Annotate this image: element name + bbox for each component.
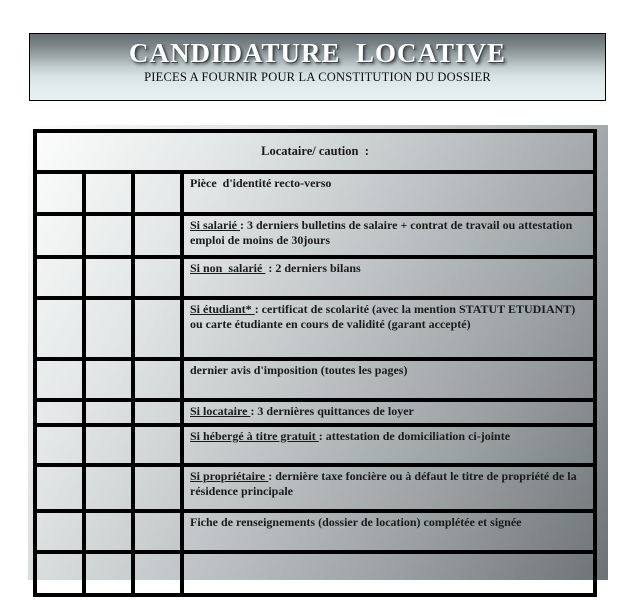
- table-row-etudiant: [35, 298, 595, 359]
- table-header-cell: Locataire/ caution :: [35, 131, 595, 172]
- checklist-table: [33, 129, 597, 597]
- requirement-condition: Si non salarié: [190, 261, 266, 275]
- table-row-proprietaire: [35, 465, 595, 511]
- requirement-text: Pièce d'identité recto-verso: [190, 176, 332, 190]
- checkbox-cell: [84, 465, 133, 511]
- table-row-locataire: [35, 400, 595, 425]
- requirement-text: dernier avis d'imposition (toutes les pages): [190, 363, 408, 377]
- requirement-text: : dernière taxe foncière ou à défaut le titre de propriété de la résidence principale: [190, 469, 580, 498]
- checkbox-cell: [84, 359, 133, 400]
- requirement-cell: [182, 257, 595, 298]
- requirement-cell: [182, 552, 595, 595]
- document-title: CANDIDATURE LOCATIVE: [128, 38, 507, 68]
- checkbox-cell: [133, 298, 182, 359]
- requirement-cell: [182, 214, 595, 257]
- checkbox-cell: [35, 511, 84, 552]
- checkbox-cell: [35, 359, 84, 400]
- table-row-non-salarie: [35, 257, 595, 298]
- requirement-cell: [182, 511, 595, 552]
- checkbox-cell: [35, 257, 84, 298]
- checkbox-cell: [133, 425, 182, 465]
- checklist-panel: [28, 125, 608, 580]
- checkbox-cell: [133, 552, 182, 595]
- table-header-row: [35, 131, 595, 172]
- checkbox-cell: [35, 425, 84, 465]
- requirement-text: : 2 derniers bilans: [265, 261, 361, 275]
- requirement-condition: Si hébergé à titre gratuit: [190, 429, 319, 443]
- table-row-fiche: [35, 511, 595, 552]
- document-subtitle: PIECES A FOURNIR POUR LA CONSTITUTION DU DOSSIER: [144, 70, 491, 84]
- requirement-text: : certificat de scolarité (avec la mention STATUT ETUDIANT) ou carte étudiante en cours de validité (garant accepté): [190, 302, 579, 331]
- requirement-condition: Si salarié: [190, 218, 240, 232]
- requirement-cell: [182, 465, 595, 511]
- checkbox-cell: [84, 425, 133, 465]
- checkbox-cell: [133, 214, 182, 257]
- requirement-text: : 3 derniers bulletins de salaire + contrat de travail ou attestation emploi de moins de 30jours: [190, 218, 576, 247]
- checkbox-cell: [35, 172, 84, 214]
- checkbox-cell: [35, 298, 84, 359]
- requirement-text: : attestation de domiciliation ci-jointe: [318, 429, 511, 443]
- requirement-cell: [182, 425, 595, 465]
- requirement-cell: [182, 172, 595, 214]
- requirement-cell: [182, 298, 595, 359]
- checkbox-cell: [35, 552, 84, 595]
- checkbox-cell: [133, 400, 182, 425]
- table-row-identity: [35, 172, 595, 214]
- requirement-condition: Si propriétaire: [190, 469, 269, 483]
- table-row-empty: [35, 552, 595, 595]
- document-header: [29, 33, 606, 101]
- checkbox-cell: [133, 172, 182, 214]
- checkbox-cell: [133, 257, 182, 298]
- checkbox-cell: [84, 257, 133, 298]
- checkbox-cell: [84, 172, 133, 214]
- table-row-avis-imposition: [35, 359, 595, 400]
- checkbox-cell: [84, 552, 133, 595]
- requirement-text: Fiche de renseignements (dossier de location) complétée et signée: [190, 515, 522, 529]
- requirement-cell: [182, 359, 595, 400]
- checkbox-cell: [35, 400, 84, 425]
- requirement-condition: Si locataire: [190, 404, 251, 418]
- checkbox-cell: [84, 400, 133, 425]
- checkbox-cell: [35, 214, 84, 257]
- checkbox-cell: [133, 359, 182, 400]
- checkbox-cell: [35, 465, 84, 511]
- requirement-text: : 3 dernières quittances de loyer: [250, 404, 414, 418]
- requirement-condition: Si étudiant*: [190, 302, 255, 316]
- checkbox-cell: [133, 511, 182, 552]
- checkbox-cell: [84, 511, 133, 552]
- requirement-cell: [182, 400, 595, 425]
- checkbox-cell: [84, 298, 133, 359]
- table-row-salarie: [35, 214, 595, 257]
- table-row-heberge: [35, 425, 595, 465]
- checkbox-cell: [133, 465, 182, 511]
- checkbox-cell: [84, 214, 133, 257]
